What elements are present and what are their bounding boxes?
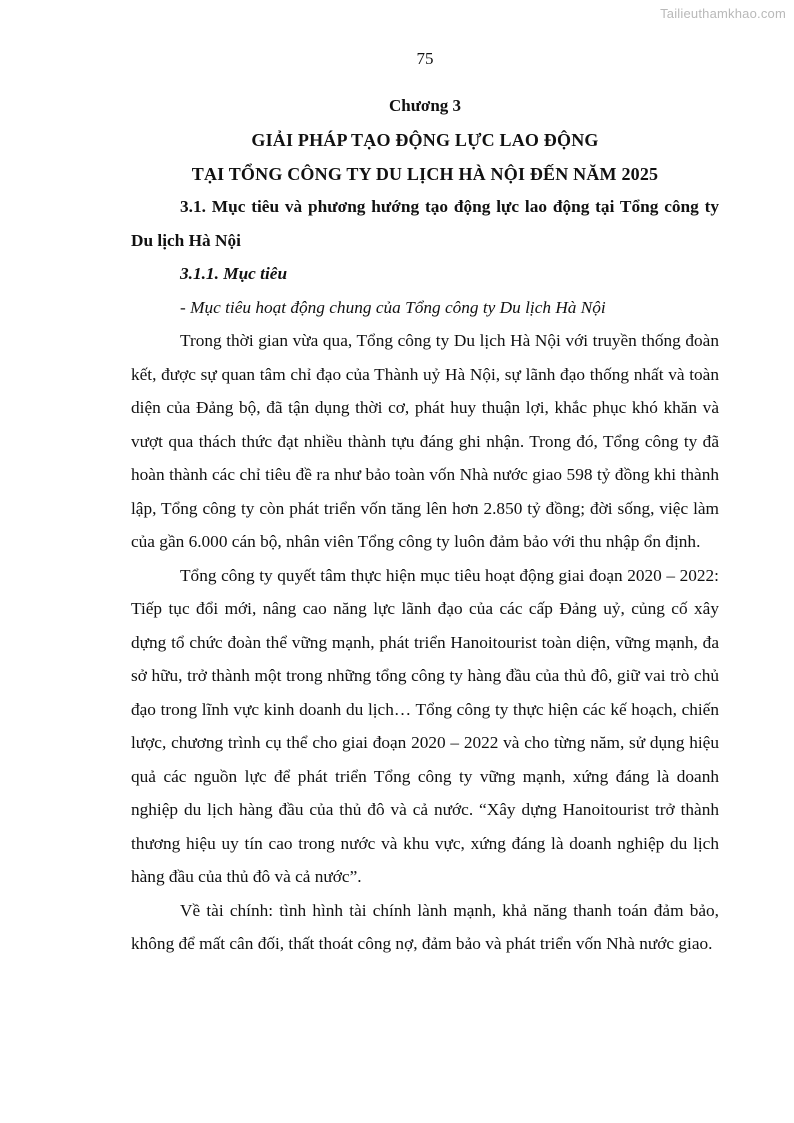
section-heading: 3.1. Mục tiêu và phương hướng tạo động lực lao động tại Tổng công ty Du lịch Hà Nội bbox=[131, 197, 719, 250]
paragraph: Tổng công ty quyết tâm thực hiện mục tiêu hoạt động giai đoạn 2020 – 2022: Tiếp tục đổi mới, nâng cao năng lực lãnh đạo của các cấp Đảng uỷ, củng cố xây dựng tổ chức đoàn thể vững mạnh, phát triển Hanoitourist toàn diện, vững mạnh, đa sở hữu, trở thành một trong những tổng công ty hàng đầu của thủ đô, giữ vai trò chủ đạo trong lĩnh vực kinh doanh du lịch… Tổng công ty thực hiện các kế hoạch, chiến lược, chương trình cụ thể cho giai đoạn 2020 – 2022 và cho từng năm, sử dụng hiệu quả các nguồn lực để phát triển Tổng công ty vững mạnh, xứng đáng là doanh nghiệp du lịch hàng đầu của thủ đô và cả nước. “Xây dựng Hanoitourist trở thành thương hiệu uy tín cao trong nước và khu vực, xứng đáng là doanh nghiệp du lịch hàng đầu của thủ đô và cả nước”. bbox=[131, 565, 719, 886]
subsection-heading: 3.1.1. Mục tiêu bbox=[180, 264, 288, 283]
document-body bbox=[131, 190, 719, 961]
paragraph: Trong thời gian vừa qua, Tổng công ty Du lịch Hà Nội với truyền thống đoàn kết, được sự quan tâm chỉ đạo của Thành uỷ Hà Nội, sự lãnh đạo thống nhất và toàn diện của Đảng bộ, đã tận dụng thời cơ, phát huy thuận lợi, khắc phục khó khăn và vượt qua thách thức đạt nhiều thành tựu đáng ghi nhận. Trong đó, Tổng công ty đã hoàn thành các chỉ tiêu đề ra như bảo toàn vốn Nhà nước giao 598 tỷ đồng khi thành lập, Tổng công ty còn phát triển vốn tăng lên hơn 2.850 tỷ đồng; đời sống, việc làm của gần 6.000 cán bộ, nhân viên Tổng công ty luôn đảm bảo với thu nhập ổn định. bbox=[131, 331, 719, 551]
chapter-title-line-2: TẠI TỔNG CÔNG TY DU LỊCH HÀ NỘI ĐẾN NĂM 2025 bbox=[191, 164, 659, 184]
watermark: Tailieuthamkhao.com bbox=[660, 6, 786, 21]
page-number: 75 bbox=[416, 49, 434, 68]
aim-heading: - Mục tiêu hoạt động chung của Tổng công ty Du lịch Hà Nội bbox=[180, 297, 606, 317]
paragraph: Về tài chính: tình hình tài chính lành mạnh, khả năng thanh toán đảm bảo, không để mất cân đối, thất thoát công nợ, đảm bảo và phát triển vốn Nhà nước giao. bbox=[131, 900, 719, 953]
chapter-heading: Chương 3 bbox=[388, 96, 462, 115]
chapter-title-line-1: GIẢI PHÁP TẠO ĐỘNG LỰC LAO ĐỘNG bbox=[251, 130, 599, 150]
